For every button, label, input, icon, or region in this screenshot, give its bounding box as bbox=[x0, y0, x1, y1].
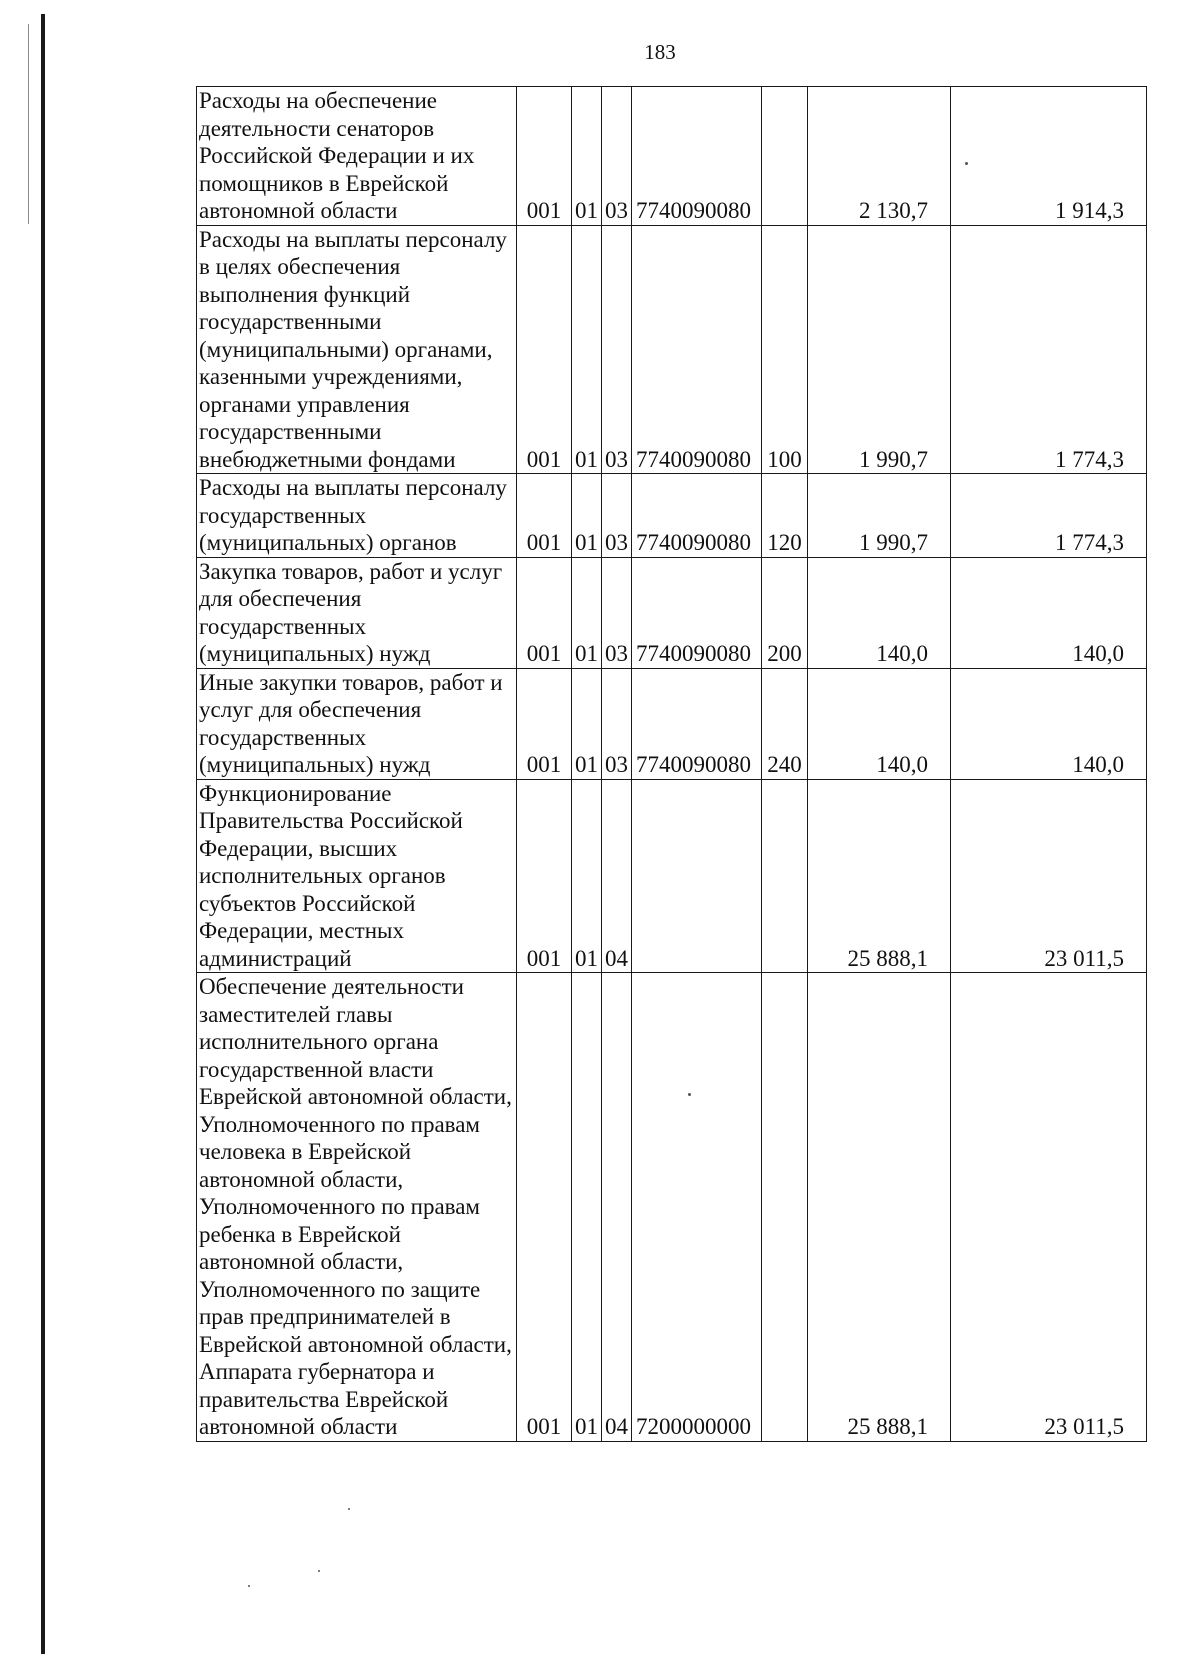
cell-sum2: 23 011,5 bbox=[951, 973, 1147, 1442]
cell-sum1: 25 888,1 bbox=[808, 779, 951, 973]
row-name: Расходы на выплаты персоналу в целях обеспечения выполнения функций государственными (муниципальными) органами, казенными учреждениями, органами управления государственными внебюджетными фондами bbox=[197, 225, 517, 474]
cell-pr: 03 bbox=[602, 474, 632, 558]
cell-ved: 001 bbox=[517, 474, 572, 558]
cell-ved: 001 bbox=[517, 557, 572, 668]
table-row bbox=[197, 474, 1147, 558]
scan-edge-line bbox=[41, 14, 45, 1654]
table-row bbox=[197, 779, 1147, 973]
cell-pr: 04 bbox=[602, 973, 632, 1442]
cell-ved: 001 bbox=[517, 87, 572, 226]
cell-sum1: 140,0 bbox=[808, 557, 951, 668]
cell-sum2: 140,0 bbox=[951, 557, 1147, 668]
cell-sum1: 140,0 bbox=[808, 668, 951, 779]
row-name: Обеспечение деятельности заместителей главы исполнительного органа государственной власти Еврейской автономной области, Уполномоченного по правам человека в Еврейской автономной области, Уполномоченного по правам ребенка в Еврейской автономной области, Уполномоченного по защите прав предпринимателей в Еврейской автономной области, Аппарата губернатора и правительства Еврейской автономной области bbox=[197, 973, 517, 1442]
budget-table bbox=[196, 86, 1147, 1442]
cell-pr: 03 bbox=[602, 87, 632, 226]
scan-edge-thin-line bbox=[28, 24, 29, 224]
cell-sum2: 23 011,5 bbox=[951, 779, 1147, 973]
cell-rz: 01 bbox=[572, 779, 602, 973]
cell-sum1: 1 990,7 bbox=[808, 225, 951, 474]
cell-csr: 7200000000 bbox=[632, 973, 762, 1442]
cell-ved: 001 bbox=[517, 225, 572, 474]
cell-sum2: 1 914,3 bbox=[951, 87, 1147, 226]
cell-ved: 001 bbox=[517, 973, 572, 1442]
cell-pr: 04 bbox=[602, 779, 632, 973]
cell-csr: 7740090080 bbox=[632, 668, 762, 779]
cell-csr: 7740090080 bbox=[632, 474, 762, 558]
page-number: 183 bbox=[644, 40, 676, 64]
cell-csr: 7740090080 bbox=[632, 87, 762, 226]
cell-vr bbox=[762, 87, 808, 226]
row-name: Иные закупки товаров, работ и услуг для обеспечения государственных (муниципальных) нужд bbox=[197, 668, 517, 779]
cell-rz: 01 bbox=[572, 87, 602, 226]
cell-sum2: 140,0 bbox=[951, 668, 1147, 779]
table-row bbox=[197, 87, 1147, 226]
cell-vr: 120 bbox=[762, 474, 808, 558]
scan-speck bbox=[318, 1570, 320, 1572]
cell-sum1: 2 130,7 bbox=[808, 87, 951, 226]
cell-vr: 240 bbox=[762, 668, 808, 779]
cell-rz: 01 bbox=[572, 225, 602, 474]
scan-speck bbox=[248, 1585, 250, 1587]
cell-sum1: 1 990,7 bbox=[808, 474, 951, 558]
cell-vr bbox=[762, 779, 808, 973]
cell-pr: 03 bbox=[602, 668, 632, 779]
cell-csr: 7740090080 bbox=[632, 557, 762, 668]
row-name: Закупка товаров, работ и услуг для обеспечения государственных (муниципальных) нужд bbox=[197, 557, 517, 668]
cell-sum1: 25 888,1 bbox=[808, 973, 951, 1442]
cell-rz: 01 bbox=[572, 668, 602, 779]
cell-ved: 001 bbox=[517, 779, 572, 973]
table-row bbox=[197, 225, 1147, 474]
table-row bbox=[197, 557, 1147, 668]
row-name: Расходы на обеспечение деятельности сенаторов Российской Федерации и их помощников в Еврейской автономной области bbox=[197, 87, 517, 226]
table-row bbox=[197, 973, 1147, 1442]
cell-vr: 100 bbox=[762, 225, 808, 474]
cell-csr bbox=[632, 779, 762, 973]
cell-ved: 001 bbox=[517, 668, 572, 779]
scan-speck bbox=[348, 1508, 350, 1510]
table-row bbox=[197, 668, 1147, 779]
cell-rz: 01 bbox=[572, 973, 602, 1442]
scan-speck bbox=[965, 162, 968, 165]
row-name: Функционирование Правительства Российской Федерации, высших исполнительных органов субъектов Российской Федерации, местных администраций bbox=[197, 779, 517, 973]
cell-rz: 01 bbox=[572, 474, 602, 558]
cell-pr: 03 bbox=[602, 557, 632, 668]
row-name: Расходы на выплаты персоналу государственных (муниципальных) органов bbox=[197, 474, 517, 558]
cell-rz: 01 bbox=[572, 557, 602, 668]
cell-sum2: 1 774,3 bbox=[951, 225, 1147, 474]
cell-csr: 7740090080 bbox=[632, 225, 762, 474]
cell-vr: 200 bbox=[762, 557, 808, 668]
cell-vr bbox=[762, 973, 808, 1442]
scan-speck bbox=[688, 1093, 691, 1096]
cell-pr: 03 bbox=[602, 225, 632, 474]
cell-sum2: 1 774,3 bbox=[951, 474, 1147, 558]
